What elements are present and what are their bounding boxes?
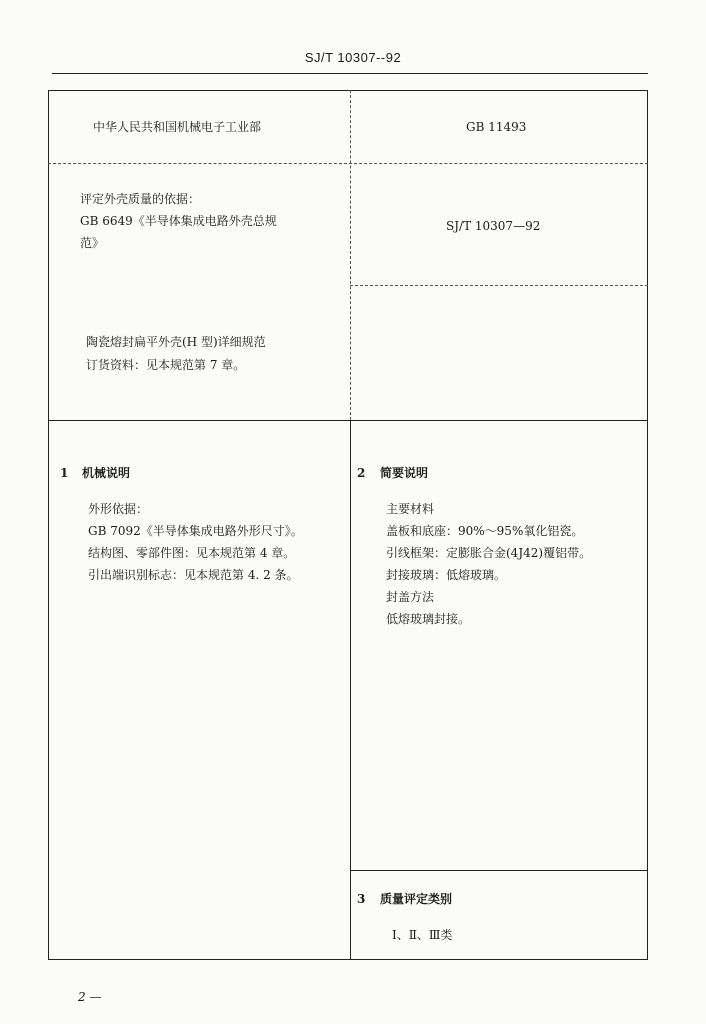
spec-title: 陶瓷熔封扁平外壳(H 型)详细规范 [86, 335, 266, 349]
basis-line-2: 范》 [80, 236, 105, 250]
right-cell-divider [350, 285, 648, 286]
section-1-title: 机械说明 [82, 466, 131, 480]
section-1-line: 引出端识别标志：见本规范第 4. 2 条。 [88, 568, 299, 582]
section-2-line: 引线框架：定膨胀合金(4J42)覆铝带。 [386, 546, 592, 560]
row-divider-3 [350, 870, 648, 871]
order-info: 订货资料：见本规范第 7 章。 [86, 358, 246, 372]
section-2-line: 盖板和底座：90%～95%氧化铝瓷。 [386, 524, 584, 538]
section-1-line: 外形依据： [88, 502, 149, 516]
issuer-text: 中华人民共和国机械电子工业部 [93, 120, 262, 134]
section-2-line: 封接玻璃：低熔玻璃。 [386, 568, 507, 582]
section-3-title: 质量评定类别 [380, 892, 453, 906]
section-2-line: 主要材料 [386, 502, 435, 516]
standard-ref: GB 11493 [466, 120, 527, 134]
section-3-number: 3 [357, 892, 366, 906]
section-2-title: 简要说明 [380, 466, 429, 480]
standard-number: SJ/T 10307—92 [446, 219, 541, 233]
quality-class-value: Ⅰ、Ⅱ、Ⅲ类 [392, 928, 453, 942]
row-divider-1 [48, 163, 648, 164]
top-column-divider [350, 90, 351, 420]
bottom-column-divider [350, 420, 351, 960]
section-2-line: 低熔玻璃封接。 [386, 612, 471, 626]
row-divider-2 [48, 420, 648, 421]
section-1-number: 1 [60, 466, 69, 480]
document-number-header: SJ/T 10307--92 [304, 50, 402, 65]
header-rule [52, 73, 648, 74]
basis-line-1: GB 6649《半导体集成电路外壳总规 [80, 214, 277, 228]
section-1-line: GB 7092《半导体集成电路外形尺寸》。 [88, 524, 303, 538]
section-1-line: 结构图、零部件图：见本规范第 4 章。 [88, 546, 296, 560]
section-2-line: 封盖方法 [386, 590, 435, 604]
page-number: 2 — [78, 990, 102, 1004]
section-2-number: 2 [357, 466, 366, 480]
basis-label: 评定外壳质量的依据： [80, 192, 201, 206]
